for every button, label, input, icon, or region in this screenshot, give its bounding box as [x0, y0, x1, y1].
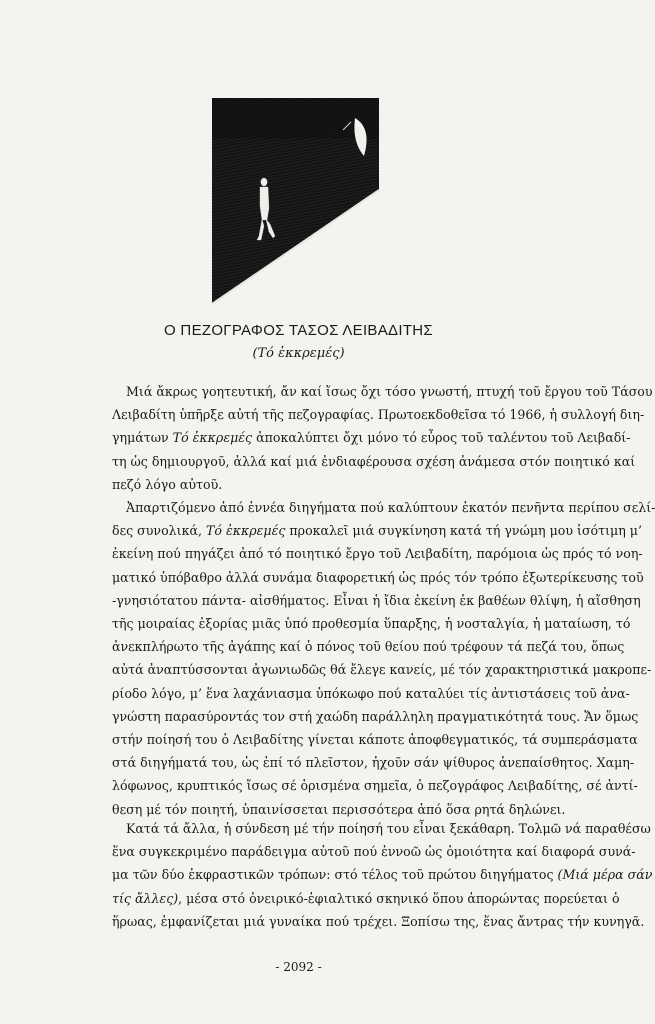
- article-title: Ο ΠΕΖΟΓΡΑΦΟΣ ΤΑΣΟΣ ΛΕΙΒΑΔΙΤΗΣ: [164, 322, 433, 339]
- italic-title: Τό ἐκκρεμές: [205, 523, 286, 539]
- text-run: θεση μέ τόν ποιητή, ὑπαινίσσεται περισσότερα ἀπό ὅσα ρητά δηλώνει.: [112, 801, 566, 817]
- text-run: ἀνεκπλήρωτο τῆς ἀγάπης καί ὁ πόνος τοῦ θείου πού τρέφουν τά πεζά του, ὅπως: [112, 639, 625, 655]
- text-run: , μέσα στό ὀνειρικό-ἐφιαλτικό σκηνικό ὅπου ἀπορώντας πορεύεται ὁ: [178, 890, 620, 906]
- text-run: ἕνα συγκεκριμένο παράδειγμα αὐτοῦ πού ἐννοῶ ὡς ὁμοιότητα καί διαφορά συνά-: [112, 844, 636, 860]
- text-line: [112, 635, 625, 658]
- paragraph-1: [112, 380, 653, 496]
- text-run: Μιά ἄκρως γοητευτική, ἄν καί ἴσως ὄχι τόσο γνωστή, πτυχή τοῦ ἔργου τοῦ Τάσου: [126, 384, 653, 399]
- text-run: γνώστη παρασύροντάς τον στή χαώδη παράλληλη πραγματικότητά τους. Ἄν ὅμως: [112, 708, 639, 724]
- text-line: [112, 728, 638, 751]
- text-line: [112, 519, 642, 542]
- text-run: μα τῶν δύο ἐκφραστικῶν τρόπων: στό τέλος τοῦ πρώτου διηγήματος: [112, 867, 558, 883]
- text-line: [112, 566, 644, 589]
- text-line: [112, 863, 653, 886]
- text-line: [112, 403, 645, 426]
- text-line: [112, 774, 638, 797]
- text-line: [112, 705, 639, 728]
- paragraph-3: [112, 817, 653, 933]
- text-run: ἥρωας, ἐμφανίζεται μιά γυναίκα πού τρέχει. Ξοπίσω της, ἕνας ἄντρας τήν κυνηγᾶ.: [112, 913, 645, 929]
- text-line: [112, 380, 653, 403]
- text-run: -γνησιότατου πάντα- αἰσθήματος. Εἶναι ἡ ἴδια ἐκείνη ἐκ βαθέων θλίψη, ἡ αἴσθηση: [112, 592, 641, 608]
- paragraph-2: [112, 496, 655, 821]
- text-line: [112, 612, 631, 635]
- text-run: τῆς μοιραίας ἐξορίας μιᾶς ὑπό προθεσμία ὕπαρξης, ἡ νοσταλγία, ἡ ματαίωση, τό: [112, 616, 631, 632]
- text-line: [112, 817, 651, 840]
- text-line: [112, 658, 652, 681]
- text-run: ἐκείνη πού πηγάζει ἀπό τό ποιητικό ἔργο τοῦ Λειβαδίτη, παρόμοια ὡς πρός τό νοη-: [112, 546, 643, 562]
- text-line: [112, 542, 643, 565]
- text-run: προκαλεῖ μιά συγκίνηση κατά τή γνώμη μου ἰσότιμη μ’: [285, 523, 642, 539]
- text-line: [112, 840, 636, 863]
- text-run: λόφωνος, κρυπτικός ἴσως σέ ὁρισμένα σημεῖα, ὁ πεζογράφος Λειβαδίτης, σέ ἀντί-: [112, 778, 638, 794]
- text-run: δες συνολικά,: [112, 523, 206, 539]
- text-line: [112, 496, 655, 519]
- text-run: ρίοδο λόγο, μ’ ἕνα λαχάνιασμα ὑπόκωφο πού καταλύει τίς ἀντιστάσεις τοῦ ἀνα-: [112, 685, 630, 701]
- text-line: [112, 751, 635, 774]
- text-line: [112, 473, 490, 496]
- text-run: τη ὡς δημιουργοῦ, ἀλλά καί μιά ἐνδιαφέρουσα σχέση ἀνάμεσα στόν ποιητικό καί: [112, 453, 636, 469]
- article-subtitle: (Τό ἐκκρεμές): [252, 346, 345, 361]
- text-run: Λειβαδίτη ὑπῆρξε αὐτή τῆς πεζογραφίας. Πρωτοεκδοθεῖσα τό 1966, ἡ συλλογή διη-: [112, 407, 645, 423]
- italic-title: τίς ἄλλες): [112, 890, 179, 906]
- text-run: αὐτά ἀναπτύσσονται ἀγωνιωδῶς θά ἔλεγε κανείς, μέ τόν χαρακτηριστικά μακροπε-: [112, 662, 652, 678]
- text-run: ματικό ὑπόβαθρο ἀλλά συνάμα διαφορετική ὡς πρός τόν τρόπο ἐξωτερίκευσης τοῦ: [112, 569, 644, 585]
- text-run: στά διηγήματά του, ὡς ἐπί τό πλεῖστον, ἠχοῦν σάν ψίθυρος ἀνεπαίσθητος. Χαμη-: [112, 755, 635, 771]
- italic-title: (Μιά μέρα σάν: [557, 867, 653, 883]
- text-run: Κατά τά ἄλλα, ἡ σύνδεση μέ τήν ποίησή του εἶναι ξεκάθαρη. Τολμῶ νά παραθέσω: [126, 821, 651, 836]
- text-run: γημάτων: [112, 430, 173, 446]
- text-line: [112, 426, 631, 449]
- text-run: ἀποκαλύπτει ὄχι μόνο τό εὖρος τοῦ ταλέντου τοῦ Λειβαδί-: [252, 430, 631, 446]
- text-line: [112, 682, 630, 705]
- page-number: - 2092 -: [275, 960, 322, 974]
- text-run: πεζό λόγο αὐτοῦ.: [112, 476, 223, 492]
- ink-drawing: [212, 98, 379, 304]
- text-run: Ἀπαρτιζόμενο ἀπό ἐννέα διηγήματα πού καλύπτουν ἑκατόν πενῆντα περίπου σελί-: [126, 500, 655, 515]
- text-line: [112, 910, 645, 933]
- text-line: [112, 589, 641, 612]
- italic-title: Τό ἐκκρεμές: [172, 430, 253, 446]
- text-line: [112, 887, 620, 910]
- illustration-walking-figure: [212, 98, 379, 304]
- text-line: [112, 450, 636, 473]
- text-run: στήν ποίησή του ὁ Λειβαδίτης γίνεται κάποτε ἀποφθεγματικός, τά συμπεράσματα: [112, 732, 638, 748]
